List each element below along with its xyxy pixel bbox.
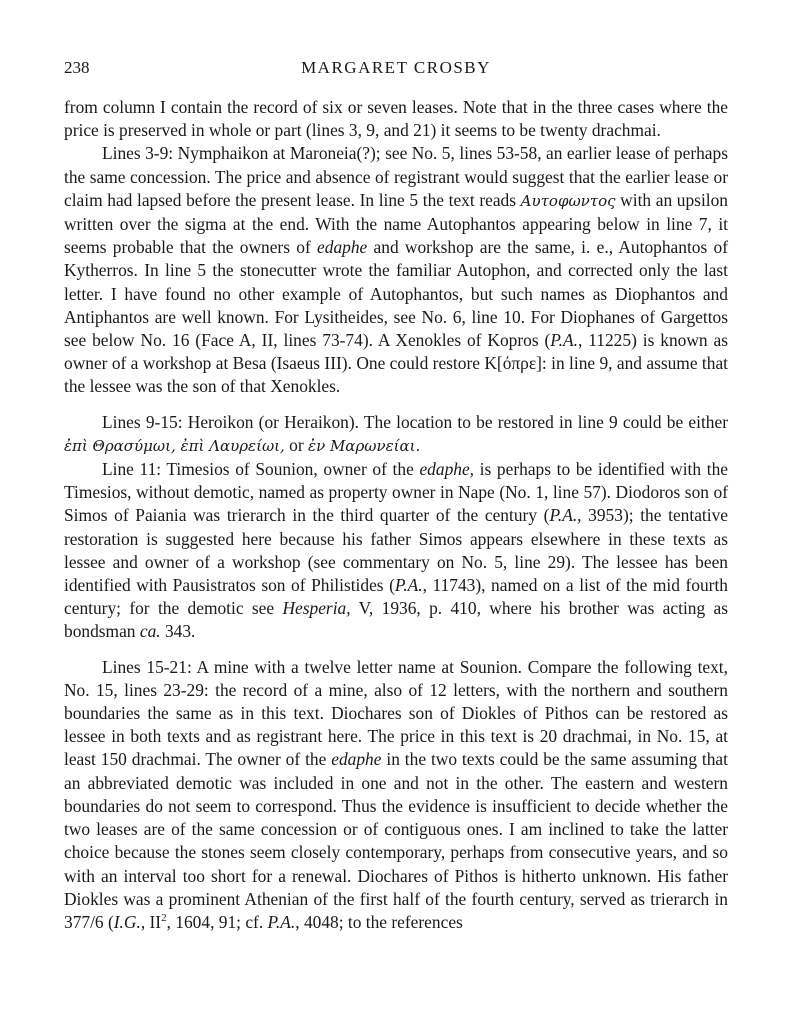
italic-text: I.G.	[113, 911, 141, 932]
running-head: MARGARET CROSBY	[301, 58, 491, 77]
italic-text: P.A.	[549, 505, 578, 526]
text-run: , 11743), named on a list of the mid fourth century; for the demotic see	[64, 575, 728, 619]
greek-text: Αυτοφωντος	[520, 191, 616, 210]
text-run: and workshop are the same, i. e., Autophantos of Kytherros. In line 5 the stonecutter wrote the familiar Autophon, and corrected only the last letter. I have found no other example of Autophantos, but such names as Diophantos and Antiphantos are well known. For Lysitheides, see No. 6, line 10. For Diophanes of Gargettos see below No. 16 (Face A, II, lines 73-74). A Xenokles of Kopros (	[64, 237, 728, 351]
text-run: V, 1936, p. 410, where his brother was acting as bondsman	[64, 598, 729, 642]
italic-text: ca.	[139, 621, 161, 642]
italic-text: P.A.	[550, 330, 578, 351]
text-run: from column I contain the record of six or seven leases. Note that in the three cases where the price is preserved in whole or part (lines 3, 9, and 21) it seems to be twenty drachmai.	[64, 97, 728, 141]
italic-text: edaphe	[331, 749, 382, 770]
text-run: with an upsilon written over the sigma at the end. With the name Autophantos appearing below in line 7, it seems probable that the owners of	[64, 189, 728, 258]
text-run: 343.	[160, 621, 196, 642]
text-run: Lines 3-9: Nymphaikon at Maroneia(?); see No. 5, lines 53-58, an earlier lease of perhaps the same concession. The price and absence of registrant would suggest that the earlier lease or claim had lapsed before the present lease. In line 5 the text reads	[64, 143, 728, 210]
text-run: is perhaps to be identified with the Timesios, without demotic, named as property owner in Nape (No. 1, line 57). Diodoros son of Simos of Paiania was trierarch in the third quarter of the century (	[64, 459, 728, 526]
paragraph	[64, 458, 728, 644]
page-number: 238	[64, 58, 90, 77]
paragraph	[64, 96, 728, 142]
text-run: , 3953); the tentative restoration is suggested here because his father Simos appears elsewhere in these texts as lessee and owner of a workshop (see commentary on No. 5, line 29). The lessee has been identified with Pausistratos son of Philistides (	[64, 505, 728, 596]
superscript: 2	[161, 912, 167, 925]
text-run: , 11225) is known as owner of a workshop at Besa (Isaeus III). One could restore Κ[όπρε]: in line 9, and assume that the lessee was the son of that Xenokles.	[64, 330, 728, 397]
page	[64, 58, 728, 934]
text-run: , II	[140, 911, 162, 932]
italic-text: edaphe	[317, 237, 368, 258]
text-run: , 4048; to the references	[295, 911, 463, 932]
body-text	[64, 96, 728, 934]
text-run: , 1604, 91; cf.	[166, 911, 268, 932]
text-run: Lines 15-21: A mine with a twelve letter name at Sounion. Compare the following text, No. 15, lines 23-29: the record of a mine, also of 12 letters, with the northern and southern boundaries the same as in this text. Diochares son of Diokles of Pithos can be restored as lessee in both texts and as registrant here. The price in this text is 20 drachmai, in No. 15, at least 150 drachmai. The owner of the	[64, 656, 728, 770]
italic-text: edaphe,	[419, 459, 475, 480]
paragraph	[64, 411, 728, 458]
greek-text: ἐπὶ Θρασύμωι, ἐπὶ Λαυρείωι,	[64, 436, 285, 455]
italic-text: P.A.	[267, 911, 296, 932]
italic-text: P.A.	[394, 575, 423, 596]
paragraph	[64, 142, 728, 398]
text-run: Lines 9-15: Heroikon (or Heraikon). The location to be restored in line 9 could be either	[102, 411, 728, 432]
italic-text: Hesperia,	[282, 598, 351, 619]
text-run: in the two texts could be the same assuming that an abbreviated demotic was included in one and not in the other. The eastern and western boundaries do not seem to correspond. Thus the evidence is insufficient to decide whether the two leases are of the same concession or of contiguous ones. I am inclined to take the latter choice because the stones seem closely contemporary, perhaps from consecutive years, and so with an interval too short for a renewal. Diochares of Pithos is hitherto unknown. His father Diokles was a prominent Athenian of the first half of the fourth century, served as trierarch in 377/6 (	[64, 749, 728, 932]
page-header	[64, 58, 728, 84]
greek-text: ἐν Μαρωνείαι.	[308, 436, 421, 455]
paragraph	[64, 656, 728, 934]
text-run: or	[284, 434, 309, 455]
text-run: Line 11: Timesios of Sounion, owner of the	[102, 459, 420, 480]
